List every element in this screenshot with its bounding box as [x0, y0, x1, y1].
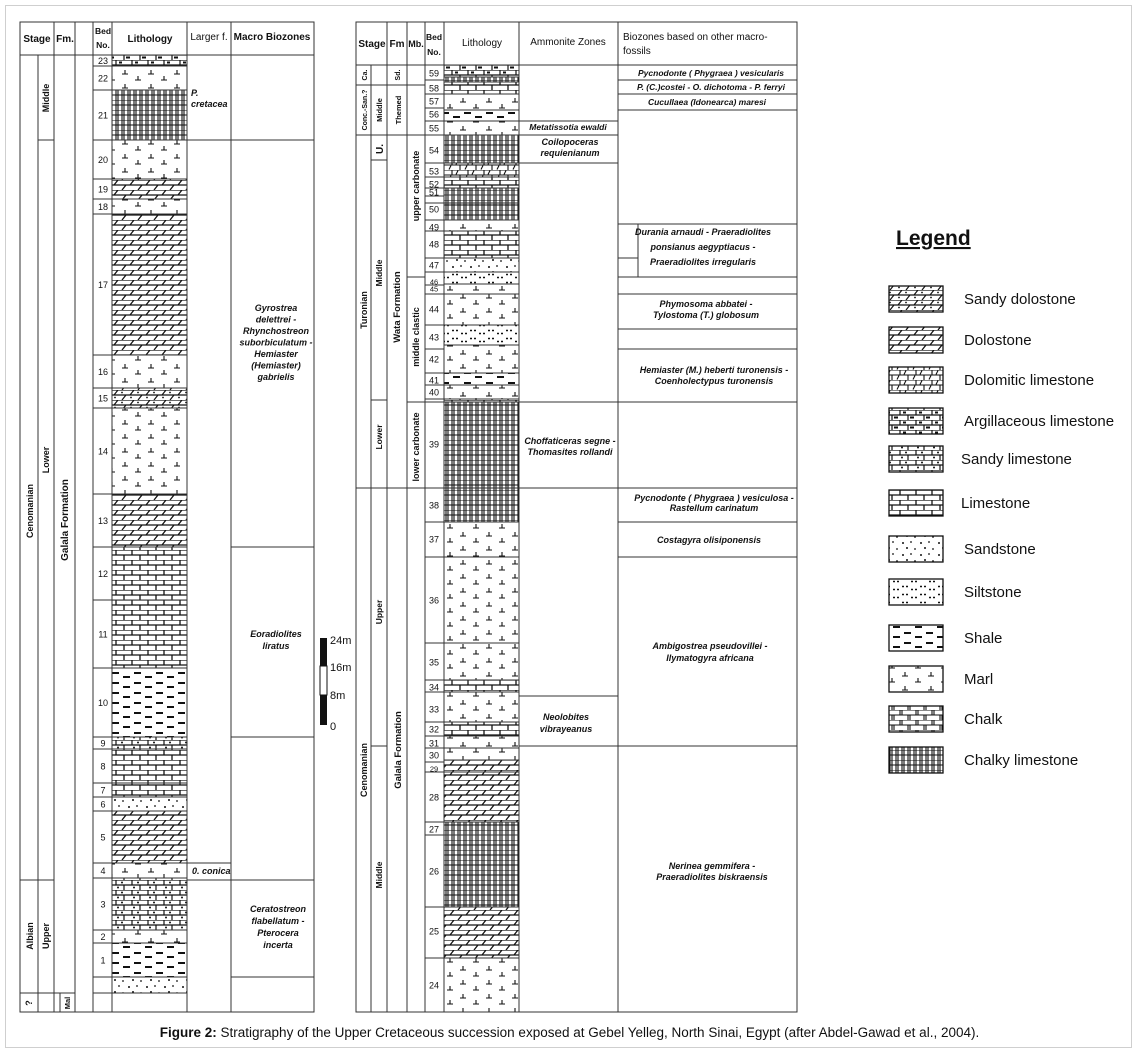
legend-label: Argillaceous limestone: [964, 413, 1115, 430]
bz-hemiaster-line: Hemiaster (M.) heberti turonensis -: [639, 365, 789, 375]
r-bed-number: 46: [429, 277, 439, 287]
am-choffaticeras-line: Thomasites rollandi: [527, 447, 613, 457]
bed-number: 14: [97, 446, 109, 457]
bz-pycnodonte-vesiculosa-line: Pycnodonte ( Phygraea ) vesiculosa -: [634, 493, 794, 503]
bed-lithology: [112, 863, 187, 878]
scale-label-24: 24m: [330, 635, 352, 647]
r-bed-number: 29: [429, 764, 439, 774]
bed-lithology: [112, 214, 187, 355]
r-stage-turonian: Turonian: [359, 291, 369, 329]
legend: [889, 227, 1114, 773]
ammonite-metatissotia: Metatissotia ewaldi: [529, 122, 607, 132]
legend-swatch: [889, 625, 943, 651]
r-bed-lithology: [444, 121, 519, 135]
bed-lithology: [112, 930, 187, 943]
right-headers: [358, 32, 767, 57]
am-neolobites-line: Neolobites: [542, 712, 590, 722]
r-bed-number: 31: [428, 738, 440, 749]
header-bed-line1: Bed: [94, 26, 112, 36]
r-bed-lithology: [444, 231, 519, 258]
r-bed-lithology: [444, 188, 519, 195]
legend-label: Sandy dolostone: [964, 291, 1076, 308]
bz-phymosoma-line: Phymosoma abbatei -: [659, 299, 753, 309]
bz-ceratostreon-line: flabellatum -: [251, 916, 305, 926]
member-lower-carbonate: lower carbonate: [411, 412, 421, 482]
right-biozones: [634, 68, 794, 882]
r-bed-number: 41: [428, 375, 440, 386]
foram-p-cretacea-1: P.: [191, 88, 199, 98]
r-bed-lithology: [444, 258, 519, 272]
bz-gyrostrea-line: delettrei -: [255, 314, 297, 325]
r-bed-number: 55: [428, 123, 440, 134]
bz-durania-line: ponsianus aegyptiacus -: [650, 242, 756, 252]
r-bed-lithology: [444, 835, 519, 907]
member-middle-clastic: middle clastic: [411, 307, 421, 367]
bed-number: 11: [98, 629, 108, 640]
bed-lithology: [112, 90, 187, 140]
bed-lithology: [112, 388, 187, 408]
stage-middle: Middle: [41, 83, 51, 113]
ammonite-coilopoceras: [540, 137, 599, 158]
legend-label: Chalky limestone: [964, 752, 1079, 769]
r-bed-number: 39: [428, 439, 440, 450]
bz-pycnodonte-vesiculosa-line: Rastellum carinatum: [669, 503, 759, 513]
legend-item-chalky-limestone: [889, 747, 1078, 773]
bed-lithology: [112, 668, 187, 737]
ammonite-zones: [524, 122, 615, 734]
bed-lithology: [112, 179, 187, 199]
stage-uncertain: ?: [24, 1000, 34, 1006]
r-header-stage: Stage: [358, 39, 386, 50]
r-bed-number: 26: [428, 866, 440, 877]
r-bed-number: 37: [428, 534, 440, 545]
r-bed-lithology: [444, 177, 519, 188]
bed-number: 2: [100, 932, 106, 942]
bed-number: 22: [97, 73, 109, 84]
r-bed-number: 42: [428, 354, 440, 365]
r-bed-number: 53: [428, 166, 440, 177]
left-headers: [23, 26, 310, 50]
legend-items: [889, 286, 1114, 773]
legend-item-dolostone: [889, 327, 1032, 353]
foram-p-cretacea-2: cretacea: [191, 99, 228, 109]
r-header-bed-line2: No.: [427, 47, 441, 57]
biozone-ambigostrea: [651, 641, 767, 663]
ammonite-choffaticeras: [524, 436, 615, 457]
bed-lithology: [112, 943, 187, 977]
r-header-ammonite: Ammonite Zones: [530, 37, 606, 48]
biozone-hemiaster: [640, 365, 789, 386]
biozone-costei: P. (C.)costei - O. dichotoma - P. ferryi: [637, 82, 785, 92]
legend-item-limestone: [889, 490, 1030, 516]
r-bed-lithology: [444, 163, 519, 177]
r-bed-lithology: [444, 643, 519, 680]
header-larger-f: Larger f.: [190, 32, 228, 43]
legend-label: Dolomitic limestone: [964, 372, 1095, 389]
bed-lithology: [112, 749, 187, 783]
r-bed-lithology: [444, 110, 519, 121]
legend-swatch: [889, 408, 943, 434]
bed-number: 18: [97, 202, 109, 212]
r-header-mb: Mb.: [408, 39, 424, 49]
bed-lithology: [112, 199, 187, 214]
am-neolobites-line: vibrayeanus: [539, 724, 593, 734]
r-formation-themed: Themed: [394, 95, 403, 125]
caption-text: Stratigraphy of the Upper Cretaceous succession exposed at Gebel Yelleg, North Sinai, Egypt (after Abdel-Gawad et al., 2004).: [216, 1025, 980, 1040]
r-header-bed: [426, 32, 442, 57]
r-header-lithology: Lithology: [461, 38, 503, 49]
r-bed-number: 25: [428, 926, 440, 937]
bed-lithology: [112, 737, 187, 749]
r-bed-number: 36: [428, 595, 440, 606]
r-bed-lithology: [444, 402, 519, 488]
bz-hemiaster-line: Coenholectypus turonensis: [654, 376, 774, 386]
stage-cenomanian: Cenomanian: [25, 483, 35, 539]
legend-title: Legend: [896, 227, 971, 250]
legend-item-sandy-dolostone: [889, 286, 1076, 312]
legend-label: Dolostone: [964, 332, 1032, 349]
r-bed-lithology: [444, 82, 519, 94]
r-bed-lithology: [444, 722, 519, 736]
left-bed-column: [93, 55, 187, 993]
left-stage-labels: [24, 84, 72, 1010]
bed-number: 8: [100, 761, 106, 772]
bz-ambigostrea-line: Ambigostrea pseudovillei -: [652, 641, 768, 651]
legend-item-argillaceous-limestone: [889, 408, 1114, 434]
left-larger-foraminifera: [191, 88, 231, 876]
bz-phymosoma-line: Tylostoma (T.) globosum: [653, 310, 759, 320]
legend-item-marl: [889, 666, 993, 692]
bz-ceratostreon-line: Pterocera: [257, 928, 299, 938]
legend-swatch: [889, 286, 943, 312]
bed-number: 19: [97, 184, 109, 195]
r-bed-lithology: [444, 203, 519, 220]
r-stage-upper: Upper: [374, 599, 384, 625]
r-bed-number: 52: [428, 179, 440, 190]
r-bed-number: 43: [428, 332, 440, 343]
r-bed-lithology: [444, 272, 519, 284]
r-stage-conc-san: Conc.-San.?: [362, 89, 369, 131]
r-stage-middle-top: Middle: [375, 98, 384, 122]
r-bed-lithology: [444, 522, 519, 557]
bed-number: 10: [97, 698, 109, 708]
legend-swatch: [889, 446, 943, 472]
biozone-ceratostreon: [250, 904, 307, 950]
r-bed-number: 34: [428, 682, 440, 693]
am-coilopoceras-line: requienianum: [540, 148, 600, 158]
right-stage-labels: [359, 70, 421, 889]
r-bed-lithology: [444, 373, 519, 385]
legend-label: Chalk: [964, 711, 1003, 728]
left-macro-biozones: [239, 303, 312, 950]
bed-number: 16: [97, 367, 109, 377]
bed-number: 9: [100, 738, 106, 749]
r-bed-number: 49: [428, 222, 440, 233]
r-formation-wata: Wata Formation: [392, 271, 403, 343]
r-header-biozones: [623, 32, 768, 57]
r-header-biozones-line1: Biozones based on other macro-: [623, 32, 768, 43]
r-bed-lithology: [444, 345, 519, 373]
legend-swatch: [889, 490, 943, 516]
r-bed-lithology: [444, 680, 519, 692]
bed-lithology: [112, 66, 187, 90]
legend-swatch: [889, 706, 943, 732]
r-bed-lithology: [444, 220, 519, 231]
header-lithology: Lithology: [127, 34, 173, 45]
r-bed-lithology: [444, 65, 519, 77]
bz-ambigostrea-line: Ilymatogyra africana: [666, 653, 754, 663]
bz-ceratostreon-line: incerta: [263, 940, 293, 950]
bed-lithology: [112, 55, 187, 66]
bed-lithology: [112, 797, 187, 811]
biozone-eoradiolites: [250, 629, 302, 651]
r-header-fm: Fm: [389, 39, 405, 50]
foram-o-conica: 0. conica: [192, 866, 231, 876]
header-bed: [95, 26, 111, 50]
bz-nerinea-line: Nerinea gemmifera -: [668, 861, 756, 871]
legend-label: Siltstone: [964, 584, 1022, 601]
legend-swatch: [889, 747, 943, 773]
legend-swatch: [889, 367, 943, 393]
legend-item-dolomitic-limestone: [889, 367, 1094, 393]
bz-gyrostrea-line: Gyrostrea: [254, 303, 298, 313]
r-bed-number: 35: [428, 657, 440, 668]
r-bed-number: 30: [428, 750, 440, 761]
r-stage-u: U.: [375, 144, 386, 154]
bz-nerinea-line: Praeradiolites biskraensis: [656, 872, 768, 882]
r-header-biozones-line2: fossils: [623, 46, 651, 57]
r-bed-number: 28: [428, 792, 440, 803]
r-bed-number: 54: [428, 145, 440, 156]
r-bed-lithology: [444, 135, 519, 163]
caption-label: Figure 2:: [159, 1025, 217, 1040]
bz-gyrostrea-line: gabrielis: [257, 372, 295, 382]
r-bed-number: 38: [428, 500, 440, 511]
legend-swatch: [889, 666, 943, 692]
biozone-pycnodonte-vesiculosa: [634, 493, 794, 513]
r-bed-number: 33: [428, 704, 440, 715]
bz-durania-line: Durania arnaudi - Praeradiolites: [634, 227, 772, 237]
r-bed-number: 27: [428, 824, 440, 835]
r-bed-lithology: [444, 748, 519, 760]
scale-bar: [320, 635, 351, 733]
r-bed-lithology: [444, 557, 519, 643]
stage-lower: Lower: [41, 446, 51, 474]
bz-ceratostreon-line: Ceratostreon: [249, 904, 307, 914]
r-bed-lithology: [444, 760, 519, 772]
bed-lithology: [112, 783, 187, 797]
bed-number: 5: [100, 832, 106, 843]
bed-number: 12: [97, 569, 109, 579]
bed-number: 7: [100, 785, 106, 796]
r-formation-galala: Galala Formation: [393, 711, 404, 789]
bed-number: 17: [97, 280, 109, 290]
legend-item-sandstone: [889, 536, 1036, 562]
bed-lithology: [112, 600, 187, 668]
bed-number: 13: [97, 516, 109, 526]
header-macro-biozones: Macro Biozones: [233, 32, 311, 43]
bed-lithology: [112, 408, 187, 494]
r-bed-lithology: [444, 907, 519, 958]
formation-galala: Galala Formation: [60, 479, 71, 561]
scale-label-8: 8m: [330, 690, 346, 702]
r-bed-number: 51: [428, 187, 440, 198]
right-bed-column: [425, 65, 519, 1012]
r-stage-middle-bottom: Middle: [374, 861, 384, 889]
bed-number: 20: [97, 155, 109, 165]
r-bed-number: 32: [428, 724, 440, 735]
legend-label: Marl: [964, 671, 994, 688]
bed-lithology: [112, 355, 187, 388]
biozone-cucullaea: Cucullaea (Idonearca) maresi: [647, 97, 767, 107]
member-upper-carbonate: upper carbonate: [411, 150, 421, 222]
r-bed-lithology: [444, 822, 519, 835]
legend-label: Limestone: [961, 495, 1031, 512]
r-bed-number: 47: [428, 260, 440, 271]
r-bed-lithology: [444, 284, 519, 294]
bed-lithology: [112, 977, 187, 993]
r-stage-ca: Ca.: [362, 69, 369, 81]
r-bed-number: 40: [428, 387, 440, 398]
r-bed-number: 56: [428, 109, 440, 120]
r-bed-number: 45: [429, 284, 439, 294]
header-fm: Fm.: [56, 34, 74, 45]
stage-upper: Upper: [41, 922, 51, 950]
bz-gyrostrea-line: Rhynchostreon: [242, 326, 310, 336]
r-formation-sd: Sd.: [395, 69, 402, 81]
formation-mal: Mal: [63, 996, 72, 1010]
bz-eoradiolites-line: Eoradiolites: [250, 629, 302, 639]
r-bed-number: 59: [428, 68, 440, 79]
r-header-bed-line1: Bed: [425, 32, 443, 42]
r-bed-lithology: [444, 772, 519, 822]
r-bed-lithology: [444, 736, 519, 748]
r-bed-lithology: [444, 692, 519, 722]
r-bed-number: 48: [428, 239, 440, 250]
bz-durania-line: Praeradiolites irregularis: [649, 257, 757, 267]
bed-number: 21: [97, 110, 109, 121]
legend-swatch: [889, 327, 943, 353]
bed-lithology: [112, 140, 187, 179]
biozone-costagyra: Costagyra olisiponensis: [656, 535, 762, 545]
header-bed-line2: No.: [96, 40, 110, 50]
bed-lithology: [112, 878, 187, 930]
legend-item-siltstone: [889, 579, 1022, 605]
am-choffaticeras-line: Choffaticeras segne -: [524, 436, 616, 446]
r-bed-lithology: [444, 385, 519, 399]
bz-gyrostrea-line: Hemiaster: [254, 349, 298, 359]
bed-number: 1: [100, 955, 106, 966]
legend-item-shale: [889, 625, 1002, 651]
stage-albian: Albian: [25, 922, 35, 950]
legend-swatch: [889, 579, 943, 605]
bed-number: 15: [97, 393, 109, 404]
r-bed-lithology: [444, 77, 519, 82]
bz-gyrostrea-line: suborbiculatum -: [239, 337, 313, 348]
bz-eoradiolites-line: liratus: [262, 641, 290, 651]
scale-label-0: 0: [330, 721, 337, 733]
r-bed-number: 50: [428, 204, 440, 215]
r-bed-number: 24: [428, 980, 440, 991]
r-stage-lower: Lower: [374, 424, 384, 450]
r-stage-cenomanian: Cenomanian: [359, 742, 369, 798]
r-bed-lithology: [444, 958, 519, 1012]
legend-item-sandy-limestone: [889, 446, 1072, 472]
biozone-durania: [635, 227, 771, 267]
r-bed-number: 57: [428, 96, 440, 107]
r-bed-lithology: [444, 94, 519, 110]
legend-label: Shale: [964, 630, 1003, 647]
legend-label: Sandstone: [964, 541, 1036, 558]
bed-lithology: [112, 811, 187, 863]
ammonite-neolobites: [540, 712, 593, 734]
r-bed-lithology: [444, 325, 519, 345]
figure-caption: [0, 1025, 1139, 1040]
bed-lithology: [112, 494, 187, 547]
legend-swatch: [889, 536, 943, 562]
bed-number: 6: [100, 799, 106, 810]
r-bed-number: 58: [428, 83, 440, 94]
r-bed-number: 44: [428, 304, 440, 315]
foram-p-cretacea: [191, 88, 228, 109]
biozone-nerinea: [656, 861, 768, 882]
bz-gyrostrea-line: (Hemiaster): [251, 360, 301, 371]
biozone-gyrostrea: [239, 303, 312, 382]
r-bed-lithology: [444, 294, 519, 325]
r-bed-lithology: [444, 488, 519, 522]
legend-label: Sandy limestone: [961, 451, 1072, 468]
bed-number: 3: [100, 899, 106, 910]
bed-number: 23: [97, 56, 109, 66]
bed-number: 4: [100, 866, 106, 876]
bed-lithology: [112, 547, 187, 600]
am-coilopoceras-line: Coilopoceras: [541, 137, 599, 147]
r-stage-middle: Middle: [374, 259, 384, 287]
scale-label-16: 16m: [330, 662, 352, 674]
biozone-phymosoma: [653, 299, 759, 320]
header-stage: Stage: [23, 34, 51, 45]
legend-item-chalk: [889, 706, 1003, 732]
biozone-pycnodonte-vesicularis: Pycnodonte ( Phygraea ) vesicularis: [638, 68, 784, 78]
r-bed-lithology: [444, 195, 519, 203]
